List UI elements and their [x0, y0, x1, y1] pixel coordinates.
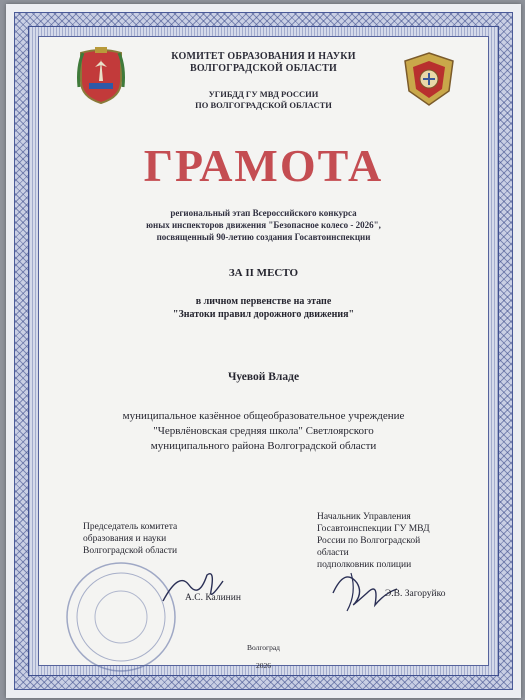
signatory-right-line-5: подполковник полиции — [317, 560, 412, 570]
signatory-right-line-1: Начальник Управления — [317, 512, 411, 522]
organization-line-3: муниципального района Волгоградской области — [150, 440, 377, 452]
subtitle-line-3: посвященный 90-летию создания Госавтоинспекции — [156, 232, 371, 242]
coat-of-arms-icon — [75, 47, 127, 105]
signatory-left-line-1: Председатель комитета — [83, 522, 178, 532]
signatory-left-line-2: образования и науки — [83, 534, 167, 544]
footer-city: Волгоград — [246, 643, 280, 652]
organization-line-1: муниципальное казённое общеобразовательное учреждение — [122, 410, 405, 422]
header-line-2: ВОЛГОГРАДСКОЙ ОБЛАСТИ — [189, 63, 338, 74]
header-line-4: ПО ВОЛГОГРАДСКОЙ ОБЛАСТИ — [195, 100, 332, 110]
signatory-left-title — [83, 521, 177, 557]
signatory-right-name: Э.В. Загоруйко — [385, 589, 446, 599]
certificate-sheet — [6, 4, 521, 698]
subtitle-line-2: юных инспекторов движения "Безопасное колесо - 2026", — [146, 220, 381, 230]
certificate-panel — [38, 36, 489, 670]
header-line-1: КОМИТЕТ ОБРАЗОВАНИЯ И НАУКИ — [171, 51, 356, 62]
header-committee — [149, 51, 378, 75]
contest-subtitle — [69, 207, 458, 243]
signatory-right-line-4: области — [317, 548, 349, 558]
recipient-name: Чуевой Владе — [227, 371, 300, 383]
signatory-right-line-2: Госавтоинспекции ГУ МВД — [317, 524, 430, 534]
competition-description — [59, 295, 468, 321]
signatory-right-title — [317, 511, 430, 571]
footer-year: 2026 — [256, 661, 271, 670]
organization-line-2: "Червлёновская средняя школа" Светлоярского — [153, 425, 374, 437]
footer — [39, 639, 488, 675]
header-gibdd — [149, 89, 378, 111]
competition-line-2: "Знатоки правил дорожного движения" — [172, 309, 355, 320]
certificate-title: ГРАМОТА — [143, 140, 384, 191]
signatory-right-line-3: России по Волгоградской — [317, 536, 421, 546]
subtitle-line-1: региональный этап Всероссийского конкурса — [170, 208, 357, 218]
organization — [59, 409, 468, 454]
header-line-3: УГИБДД ГУ МВД РОССИИ — [208, 89, 319, 99]
gibdd-emblem-icon — [401, 51, 457, 107]
signatory-left-line-3: Волгоградской области — [83, 546, 178, 556]
award-place: ЗА II МЕСТО — [228, 267, 299, 279]
signatory-left-name: А.С. Калинин — [185, 593, 241, 603]
competition-line-1: в личном первенстве на этапе — [195, 296, 332, 307]
